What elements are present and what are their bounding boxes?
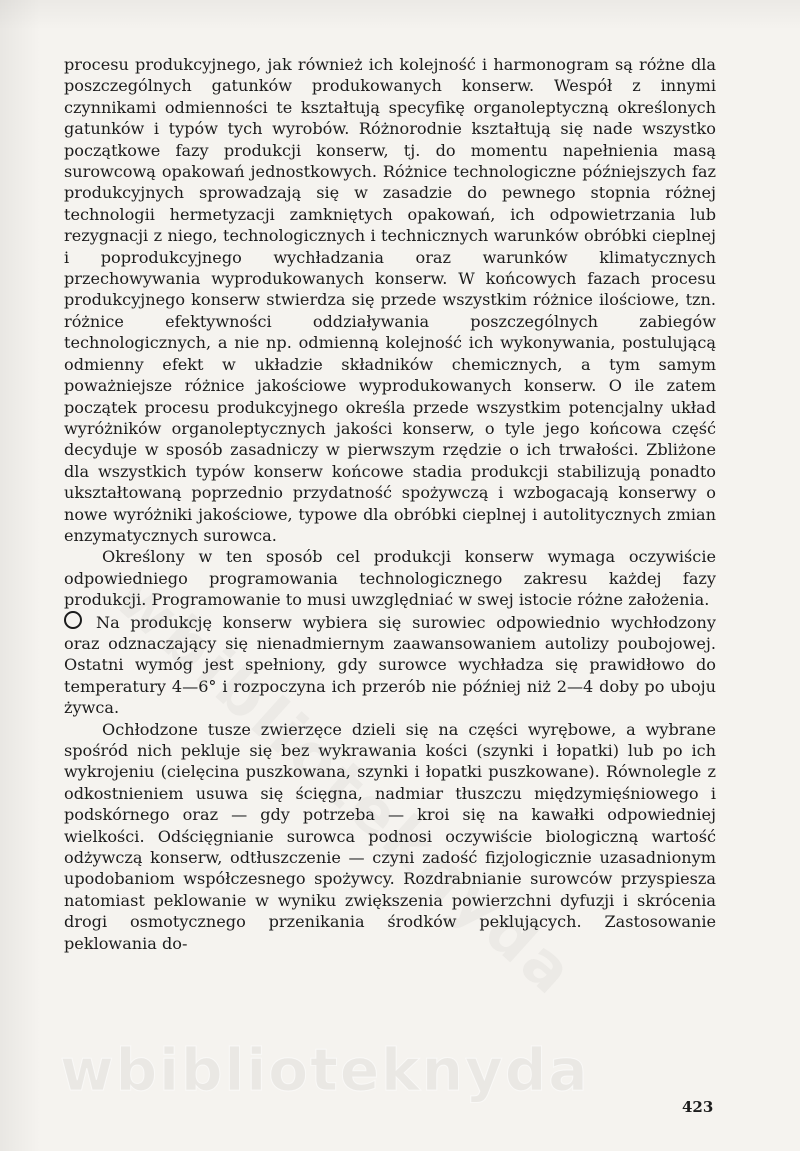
- paragraph-goal: Określony w ten sposób cel produkcji konserw wymaga oczywiście odpowiedniego programowania technologicznego zakresu każdej fazy produkcji. Programowanie to musi uwzględniać w swej istocie różne założenia.: [64, 547, 716, 610]
- paragraph-raw-material: [64, 611, 716, 719]
- paragraph-continued: procesu produkcyjnego, jak również ich kolejność i harmonogram są różne dla poszczególnych gatunków produkowanych konserw. Wespół z innymi czynnikami odmienności te kształtują specyfikę organoleptyczną określonych gatunków i typów tych wyrobów. Różnorodnie kształtują się nade wszystko początkowe fazy produkcji konserw, tj. do momentu napełnienia masą surowcową opakowań jednostkowych. Różnice technologiczne późniejszych faz produkcyjnych sprowadzają się w zasadzie do pewnego stopnia różnej technologii hermetyzacji zamkniętych opakowań, ich odpowietrzania lub rezygnacji z niego, technologicznych i technicznych warunków obróbki cieplnej i poprodukcyjnego wychładzania oraz warunków klimatycznych przechowywania wyprodukowanych konserw. W końcowych fazach procesu produkcyjnego konserw stwierdza się przede wszystkim różnice ilościowe, tzn. różnice efektywności oddziaływania poszczególnych zabiegów technologicznych, a nie np. odmienną kolejność ich wykonywania, postulującą odmienny efekt w układzie składników chemicznych, a tym samym poważniejsze różnice jakościowe wyprodukowanych konserw. O ile zatem początek procesu produkcyjnego określa przede wszystkim potencjalny układ wyróżników organoleptycznych jakości konserw, o tyle jego końcowa część decyduje w sposób zasadniczy w pierwszym rzędzie o ich trwałości. Zbliżone dla wszystkich typów konserw końcowe stadia produkcji stabilizują ponadto ukształtowaną poprzednio przydatność spożywczą i wzbogacają konserwy o nowe wyróżniki jakościowe, typowe dla obróbki cieplnej i autolitycznych zmian enzymatycznych surowca.: [64, 55, 716, 545]
- body-text: [64, 54, 716, 954]
- circle-bullet-icon: [64, 611, 82, 629]
- bottom-watermark: wbiblioteknyda: [60, 1036, 590, 1104]
- paragraph-carcasses: Ochłodzone tusze zwierzęce dzieli się na części wyrębowe, a wybrane spośród nich pekluje się bez wykrawania kości (szynki i łopatki) lub po ich wykrojeniu (cielęcina puszkowana, szynki i łopatki puszkowane). Równolegle z odkostnieniem usuwa się ścięgna, nadmiar tłuszczu międzymięśniowego i podskórnego oraz — gdy potrzeba — kroi się na kawałki odpowiedniej wielkości. Odścięgnianie surowca podnosi oczywiście biologiczną wartość odżywczą konserw, odtłuszczenie — czyni zadość fizjologicznie uzasadnionym upodobaniom współczesnego spożywcy. Rozdrabnianie surowców przyspiesza natomiast peklowanie w wyniku zwiększenia powierzchni dyfuzji i skrócenia drogi osmotycznego przenikania środków peklujących. Zastosowanie peklowania do-: [64, 719, 716, 953]
- page-number: 423: [682, 1098, 714, 1116]
- paragraph-raw-material-text: Na produkcję konserw wybiera się surowiec odpowiednio wychłodzony oraz odznaczający się nienadmiernym zaawansowaniem autolizy poubojowej. Ostatni wymóg jest spełniony, gdy surowce wychładza się prawidłowo do temperatury 4—6° i rozpoczyna ich przerób nie później niż 2—4 doby po uboju żywca.: [64, 612, 716, 718]
